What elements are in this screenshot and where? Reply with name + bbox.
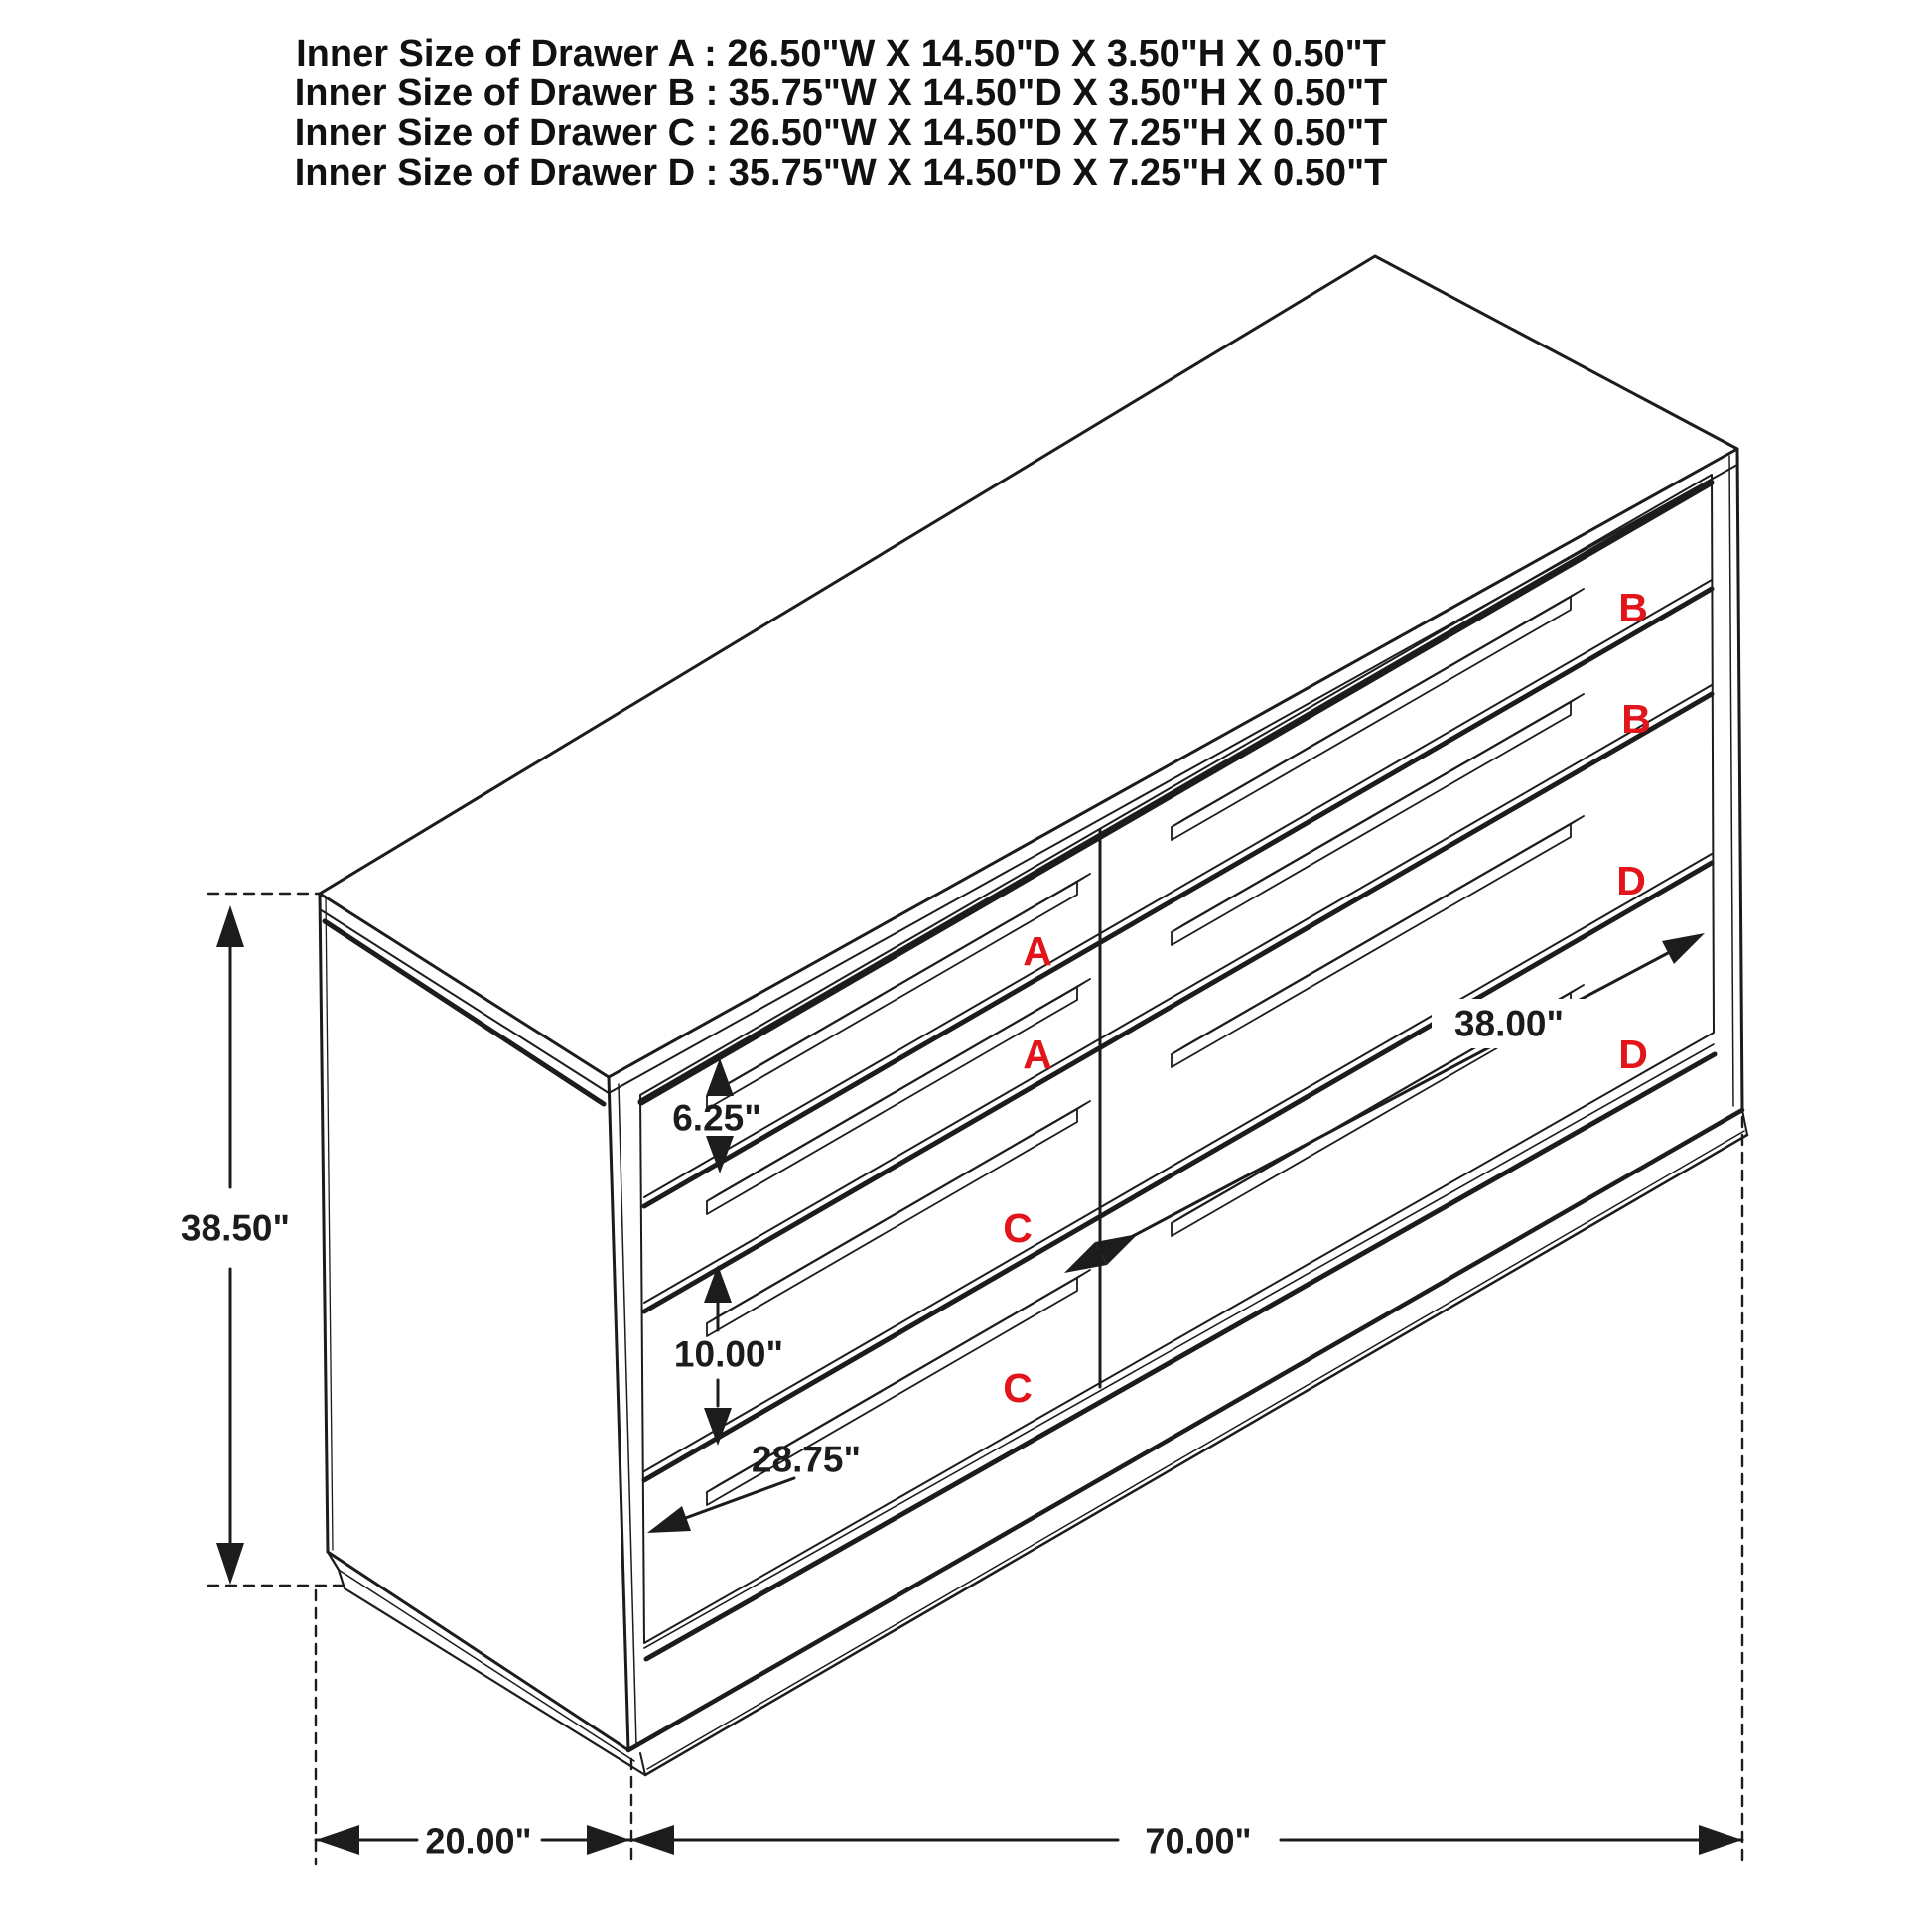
inner-size-line-a: Inner Size of Drawer A : 26.50"W X 14.50"D X 3.50"H X 0.50"T [296,33,1386,74]
inner-size-line-c: Inner Size of Drawer C : 26.50"W X 14.50"D X 7.25"H X 0.50"T [294,112,1388,154]
plinth-left-outline [328,1552,645,1775]
dim-drawer-c-height-label: 10.00" [673,1333,784,1375]
drawer-label-c2: C [1003,1365,1033,1411]
arrowhead-right-width-tip [1662,933,1705,964]
drawer-label-a1: A [1023,928,1052,974]
arrowhead-c-up [704,1265,732,1303]
arrowhead-depth-right [587,1825,630,1855]
drawer-label-a2: A [1023,1032,1052,1077]
drawer-handle-top [707,979,1090,1201]
arrowhead-left-width [647,1506,691,1533]
dim-drawer-a-height-label: 6.25" [672,1097,761,1139]
side-bottom-edge [328,1552,628,1750]
front-bottom-edge [628,1110,1742,1750]
drawer-label-d1: D [1616,858,1646,903]
dim-overall-height-label: 38.50" [180,1207,291,1249]
arrowhead-height-down [216,1543,244,1585]
opening-bottom-edge [644,1044,1714,1648]
inner-size-line-d: Inner Size of Drawer D : 35.75"W X 14.50"D X 7.25"H X 0.50"T [294,152,1388,194]
front-right-edge [1737,449,1742,1110]
front-right-edge-inner [1729,456,1733,1106]
arrowhead-width-left [630,1825,674,1855]
dimension-lines [230,917,1742,1840]
arrowhead-width-right [1699,1825,1742,1855]
dim-overall-depth-label: 20.00" [425,1820,532,1862]
cabinet-linework [208,256,1747,1864]
inner-size-line-b: Inner Size of Drawer B : 35.75"W X 14.50"D X 3.50"H X 0.50"T [294,72,1388,114]
dim-overall-width-label: 70.00" [1145,1820,1252,1862]
dim-left-drawers-width-label: 28.75" [751,1439,862,1480]
front-left-edge [609,1077,628,1750]
arrowhead-c-down [704,1408,732,1446]
plinth-left-top-edge [339,1570,634,1761]
dim-right-drawers-width-label: 38.00" [1453,1003,1565,1044]
arrowhead-depth-left [316,1825,359,1855]
front-left-edge-inner [619,1084,636,1746]
drawer-label-c1: C [1003,1205,1033,1251]
arrowhead-height-up [216,905,244,947]
dimension-labels [181,1004,1564,1862]
drawer-handle [707,987,1077,1214]
drawer-label-b1: B [1618,585,1648,630]
drawer-label-b2: B [1621,696,1651,742]
drawer-handle [1172,702,1571,945]
drawer-label-d2: D [1618,1032,1648,1077]
